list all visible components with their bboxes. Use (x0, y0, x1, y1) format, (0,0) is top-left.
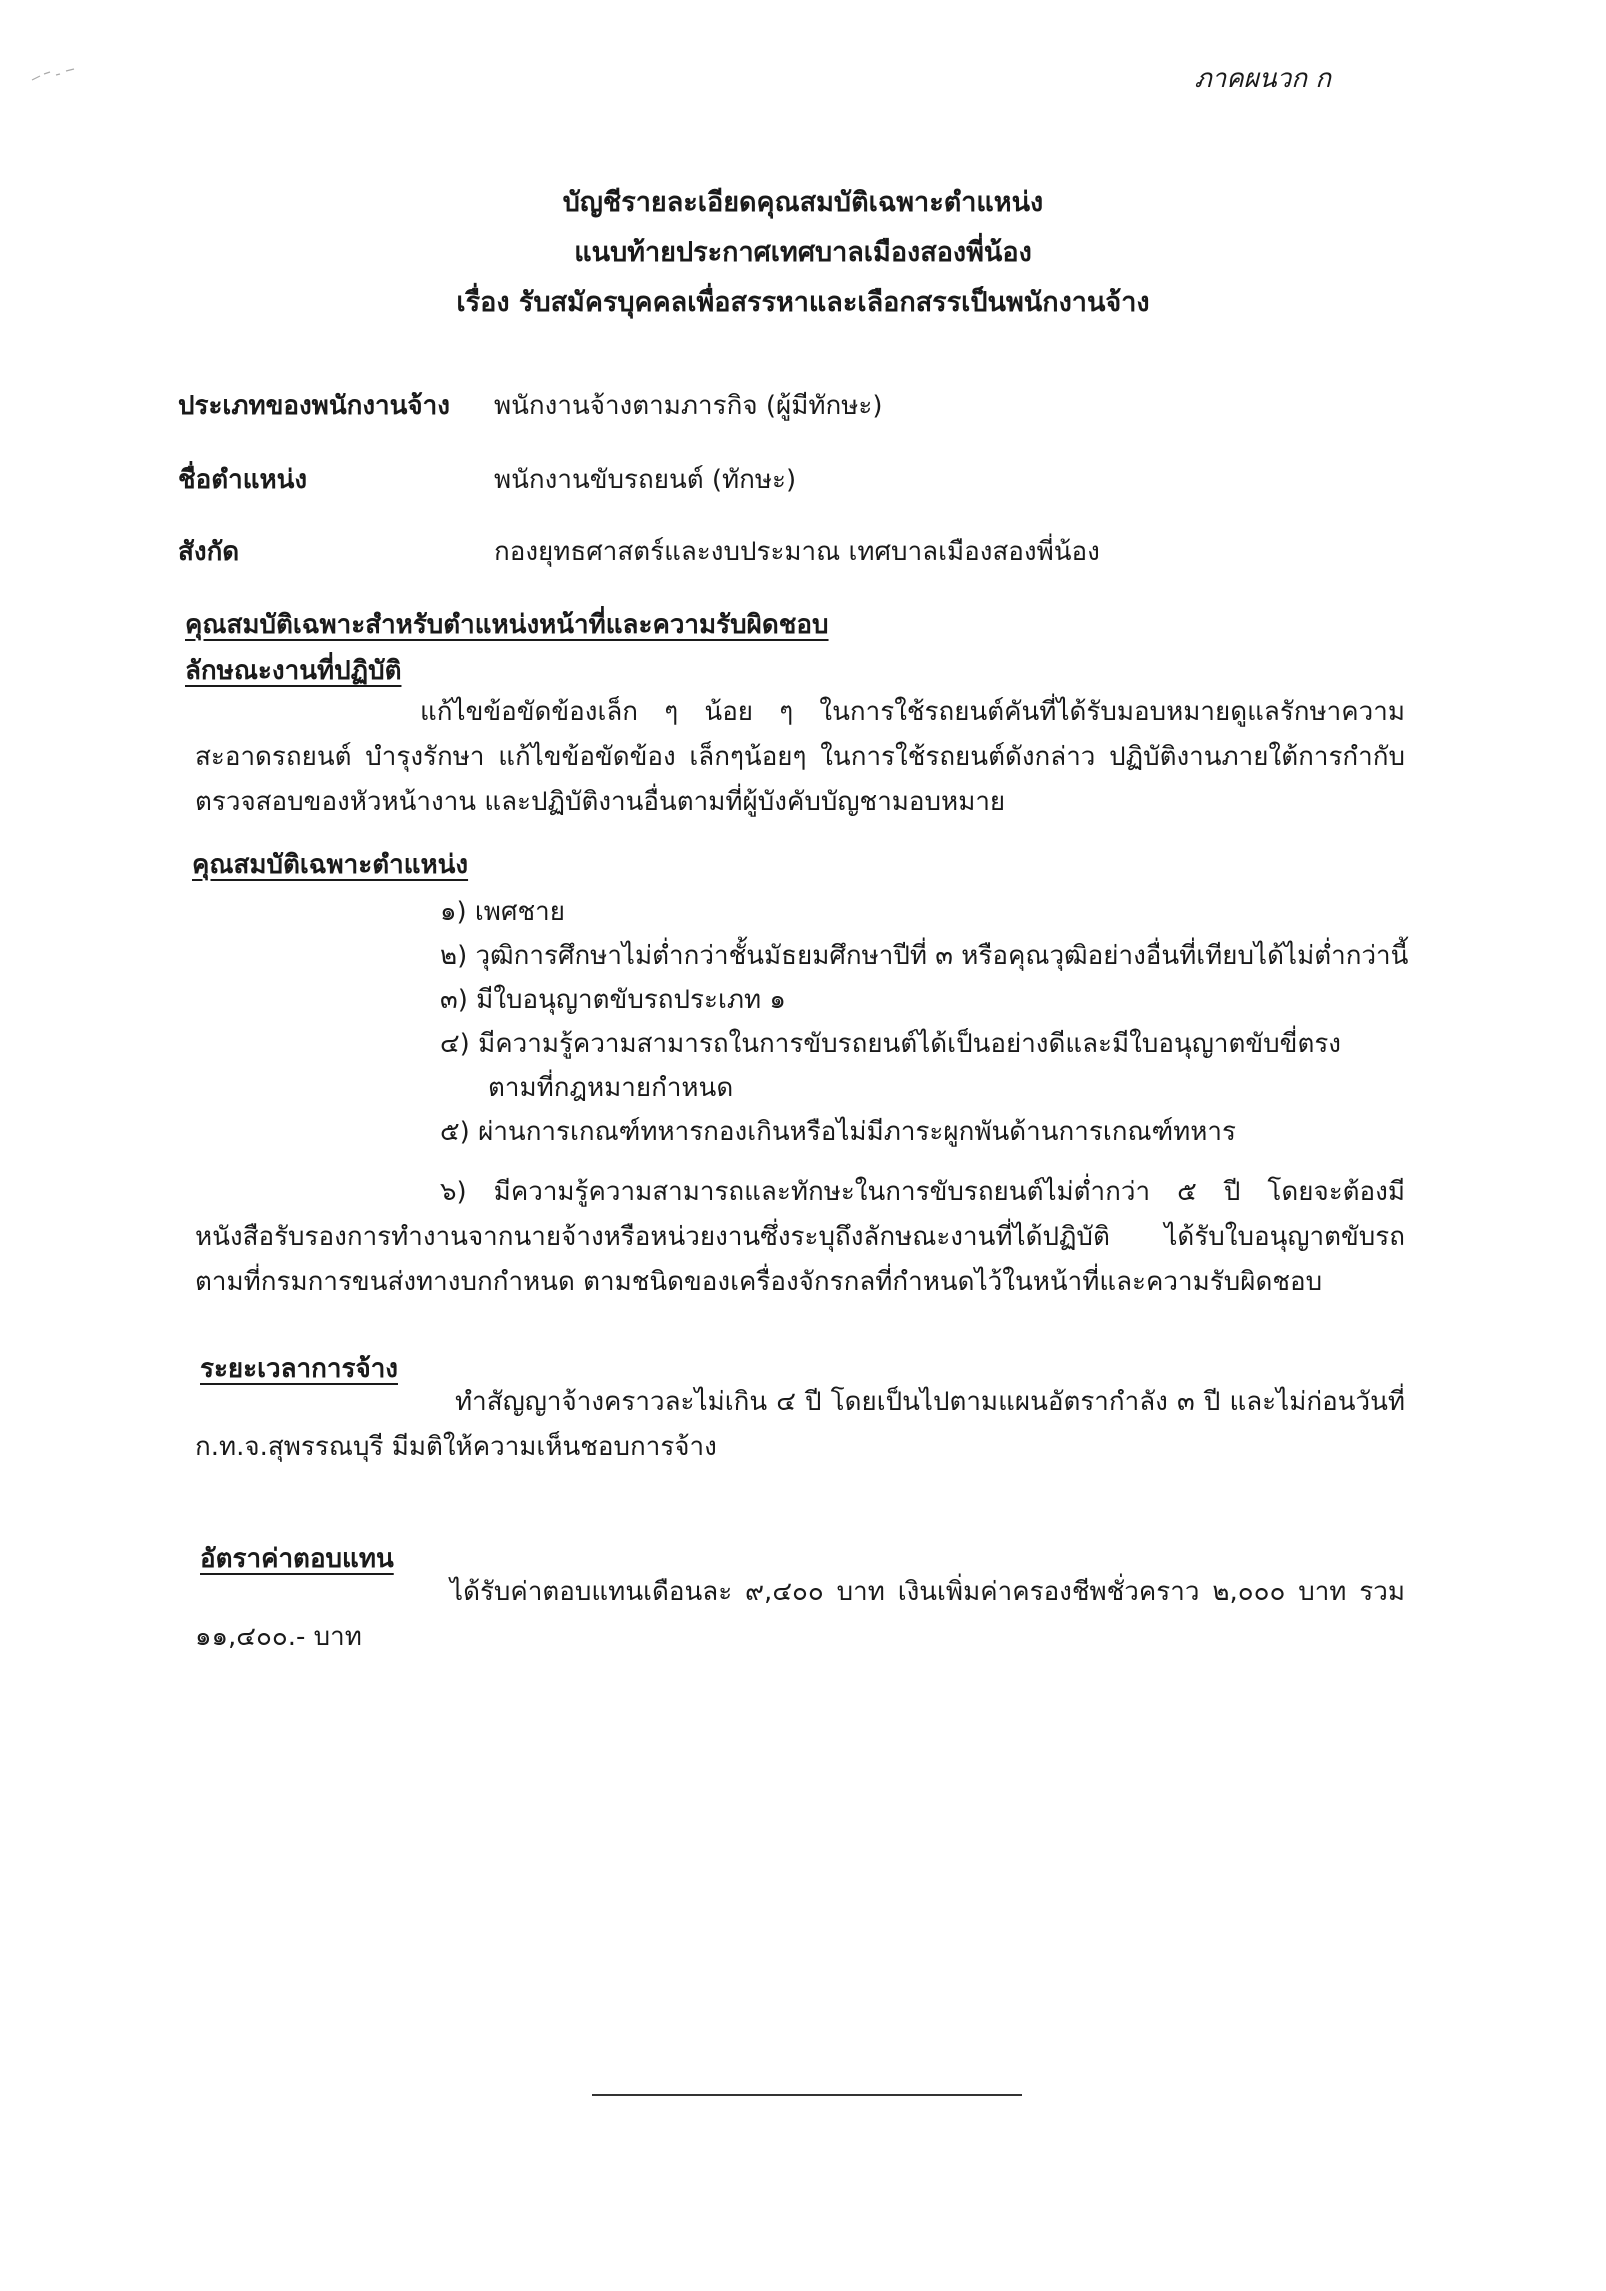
employment-period-heading: ระยะเวลาการจ้าง (200, 1354, 398, 1384)
qualification-item-3: ๓) มีใบอนุญาตขับรถประเภท ๑ (440, 985, 786, 1015)
document-title (0, 178, 1606, 328)
title-line-1: บัญชีรายละเอียดคุณสมบัติเฉพาะตำแหน่ง (562, 187, 1044, 218)
duties-heading: ลักษณะงานที่ปฏิบัติ (185, 656, 402, 686)
qualification-item-5: ๕) ผ่านการเกณฑ์ทหารกองเกินหรือไม่มีภาระผูกพันด้านการเกณฑ์ทหาร (440, 1117, 1236, 1147)
qualifications-heading: คุณสมบัติเฉพาะสำหรับตำแหน่งหน้าที่และความรับผิดชอบ (185, 610, 829, 640)
position-label: ชื่อตำแหน่ง (178, 465, 308, 495)
position-value: พนักงานขับรถยนต์ (ทักษะ) (494, 465, 797, 495)
footer-divider (592, 2094, 1022, 2096)
scan-speck (30, 66, 80, 86)
duties-paragraph (195, 690, 1405, 825)
employee-type-value: พนักงานจ้างตามภารกิจ (ผู้มีทักษะ) (494, 391, 883, 421)
qualification-item-4-continuation: ตามที่กฎหมายกำหนด (488, 1073, 734, 1103)
employment-period-paragraph (195, 1380, 1405, 1470)
title-line-3: เรื่อง รับสมัครบุคคลเพื่อสรรหาและเลือกสรรเป็นพนักงานจ้าง (456, 287, 1150, 318)
qualification-item-4: ๔) มีความรู้ความสามารถในการขับรถยนต์ได้เป็นอย่างดีและมีใบอนุญาตขับขี่ตรง (440, 1029, 1341, 1059)
qualification-list (440, 890, 1409, 1154)
title-line-2: แนบท้ายประกาศเทศบาลเมืองสองพี่น้อง (574, 237, 1032, 268)
duties-text: แก้ไขข้อขัดข้องเล็ก ๆ น้อย ๆ ในการใช้รถยนต์คันที่ได้รับมอบหมายดูแลรักษาความสะอาดรถยนต์ บำรุงรักษา แก้ไขข้อขัดข้อง เล็กๆน้อยๆ ในการใช้รถยนต์ดังกล่าว ปฏิบัติงานภายใต้การกำกับตรวจสอบของหัวหน้างาน และปฏิบัติงานอื่นตามที่ผู้บังคับบัญชามอบหมาย (195, 697, 1405, 817)
annex-label: ภาคผนวก ก (1194, 64, 1331, 94)
department-value: กองยุทธศาสตร์และงบประมาณ เทศบาลเมืองสองพี่น้อง (494, 537, 1100, 567)
employee-type-label: ประเภทของพนักงานจ้าง (178, 391, 450, 421)
qualification-item-6: ๖) มีความรู้ความสามารถและทักษะในการขับรถยนต์ไม่ต่ำกว่า ๕ ปี โดยจะต้องมีหนังสือรับรองการทำงานจากนายจ้างหรือหน่วยงานซึ่งระบุถึงลักษณะงานที่ได้ปฏิบัติ ได้รับใบอนุญาตขับรถตามที่กรมการขนส่งทางบกกำหนด ตามชนิดของเครื่องจักรกลที่กำหนดไว้ในหน้าที่และความรับผิดชอบ (195, 1177, 1405, 1297)
compensation-heading: อัตราค่าตอบแทน (200, 1544, 394, 1574)
qualification-item-1: ๑) เพศชาย (440, 897, 565, 927)
qualification-item-2: ๒) วุฒิการศึกษาไม่ต่ำกว่าชั้นมัธยมศึกษาปีที่ ๓ หรือคุณวุฒิอย่างอื่นที่เทียบได้ไม่ต่ำกว่านี้ (440, 941, 1409, 971)
specific-qualifications-heading: คุณสมบัติเฉพาะตำแหน่ง (192, 850, 469, 880)
compensation-paragraph (195, 1570, 1405, 1660)
department-label: สังกัด (178, 537, 240, 567)
qualification-item-6-paragraph (195, 1170, 1405, 1305)
employment-period-text: ทำสัญญาจ้างคราวละไม่เกิน ๔ ปี โดยเป็นไปตามแผนอัตรากำลัง ๓ ปี และไม่ก่อนวันที่ ก.ท.จ.สุพรรณบุรี มีมติให้ความเห็นชอบการจ้าง (195, 1387, 1405, 1462)
compensation-text: ได้รับค่าตอบแทนเดือนละ ๙,๔๐๐ บาท เงินเพิ่มค่าครองชีพชั่วคราว ๒,๐๐๐ บาท รวม ๑๑,๔๐๐.- บาท (195, 1577, 1405, 1652)
